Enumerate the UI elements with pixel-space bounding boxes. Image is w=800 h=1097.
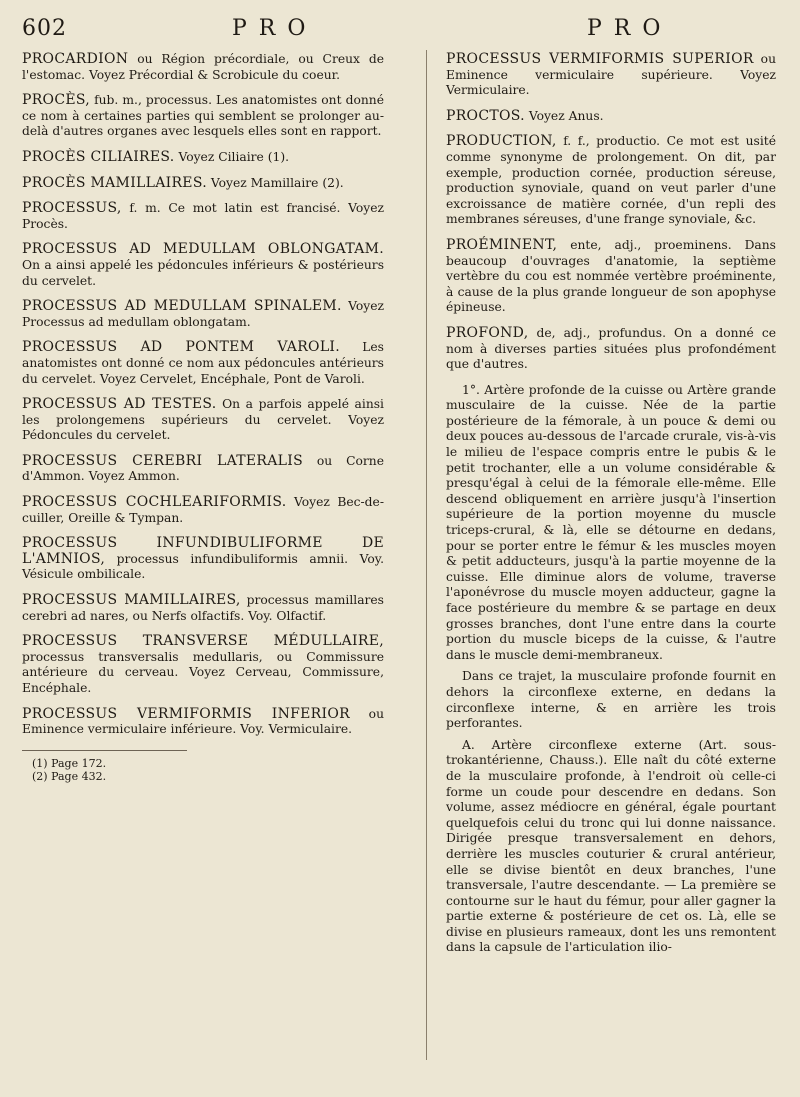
entry: PROCESSUS AD PONTEM VAROLI. Les anatomistes ont donné ce nom aux pédoncules antérieurs du cervelet. Voyez Cervelet, Encéphale, Pont de Varoli. <box>22 339 384 386</box>
entry: PROCESSUS TRANSVERSE MÉDULLAIRE, processus transversalis medullaris, ou Commissure antérieure du cerveau. Voyez Cerveau, Commissure, Encéphale. <box>22 633 384 695</box>
entry: PROCESSUS AD MEDULLAM OBLONGATAM. On a ainsi appelé les pédoncules inférieurs & postérieurs du cervelet. <box>22 241 384 288</box>
right-column <box>446 52 776 962</box>
running-header <box>22 6 770 40</box>
footnote: (2) Page 432. <box>32 769 107 783</box>
entry: PROFOND, de, adj., profundus. On a donné ce nom à diverses parties situées plus profondément que d'autres. <box>446 324 776 372</box>
entry: PROCÈS MAMILLAIRES. Voyez Mamillaire (2). <box>22 174 344 191</box>
entry: PROCARDION ou Région précordiale, ou Creux de l'estomac. Voyez Précordial & Scrobicule du coeur. <box>22 51 384 82</box>
entry: PROCESSUS, f. m. Ce mot latin est francisé. Voyez Procès. <box>22 200 384 231</box>
entry: PROCESSUS AD TESTES. On a parfois appelé ainsi les prolongemens supérieurs du cervelet. Voyez Pédoncules du cervelet. <box>22 396 384 443</box>
entry: PROCESSUS VERMIFORMIS INFERIOR ou Eminence vermiculaire inférieure. Voy. Vermiculaire. <box>22 705 384 737</box>
entry: PROCESSUS INFUNDIBULIFORME DE L'AMNIOS, processus infundibuliformis amnii. Voy. Vésicule ombilicale. <box>22 535 384 582</box>
entry: PROCESSUS VERMIFORMIS SUPERIOR ou Eminence vermiculaire supérieure. Voyez Vermiculaire. <box>446 51 777 98</box>
left-column <box>22 52 384 783</box>
entry: PROCÈS CILIAIRES. Voyez Ciliaire (1). <box>22 148 290 165</box>
entry: PROCESSUS MAMILLAIRES, processus mamillares cerebri ad nares, ou Nerfs olfactifs. Voy. Olfactif. <box>22 592 384 623</box>
page-number: 602 <box>22 16 67 41</box>
paragraph: 1°. Artère profonde de la cuisse ou Artère grande musculaire de la cuisse. Née de la partie postérieure de la fémorale, à un pouce & demi ou deux pouces au-dessous de l'arcade crurale, vis-à-vis le milieu de l'espace compris entre le pubis & le petit trochanter, elle a un volume considérable & presqu'égal à celui de la fémorale elle-même. Elle descend obliquement en arrière jusqu'à l'insertion supérieure de la portion moyenne du muscle triceps-crural, & là, elle se détourne en dedans, pour se porter entre le fémur & les muscles moyen & petit adducteurs, jusqu'à la partie moyenne de la cuisse. Elle diminue alors de volume, traverse l'aponévrose du muscle moyen adducteur, gagne la face postérieure du membre & se partage en deux grosses branches, dont l'une entre dans la courte portion du muscle biceps de la cuisse, & l'autre dans le muscle demi-membraneux. <box>446 382 777 662</box>
running-head-left: PRO <box>232 16 318 41</box>
entry: PROCTOS. Voyez Anus. <box>446 107 604 124</box>
entry: PROCESSUS CEREBRI LATERALIS ou Corne d'Ammon. Voyez Ammon. <box>22 452 384 484</box>
footnote-rule <box>22 750 187 751</box>
entry: PROÉMINENT, ente, adj., proeminens. Dans beaucoup d'ouvrages d'anatomie, la septième vertèbre du cou est nommée vertèbre proéminente, à cause de la plus grande longueur de son apophyse épineuse. <box>446 236 776 315</box>
footnote: (1) Page 172. <box>32 756 107 770</box>
entry: PROCÈS, fub. m., processus. Les anatomistes ont donné ce nom à certaines parties qui semblent se prolonger au-delà d'autres organes avec lesquels elles sont en rapport. <box>22 92 384 139</box>
column-divider <box>426 50 427 1060</box>
entry: PROCESSUS AD MEDULLAM SPINALEM. Voyez Processus ad medullam oblongatam. <box>22 298 384 329</box>
footnotes <box>22 757 384 783</box>
entry: PRODUCTION, f. f., productio. Ce mot est usité comme synonyme de prolongement. On dit, par exemple, production cornée, production séreuse, production synoviale, quand on veut parler d'une excroissance de matière cornée, d'un repli des membranes séreuses, d'une frange synoviale, &c. <box>446 133 776 227</box>
paragraph: Dans ce trajet, la musculaire profonde fournit en dehors la circonflexe externe, en dedans la circonflexe interne, & en arrière les trois perforantes. <box>446 669 776 731</box>
paragraph: A. Artère circonflexe externe (Art. sous-trokantérienne, Chauss.). Elle naît du côté externe de la musculaire profonde, à l'endroit où celle-ci forme un coude pour descendre en dedans. Son volume, assez médiocre en général, égale pourtant quelquefois celui du tronc qui lui donne naissance. Dirigée presque transversalement en dehors, derrière les muscles couturier & crural antérieur, elle se divise bientôt en deux branches, l'une transversale, l'autre descendante. — La première se contourne sur le haut du fémur, pour aller gagner la partie externe & postérieure de cet os. Là, elle se divise en plusieurs rameaux, dont les uns remontent dans la capsule de l'articulation ilio- <box>446 737 776 955</box>
entry: PROCESSUS COCHLEARIFORMIS. Voyez Bec-de-cuiller, Oreille & Tympan. <box>22 494 384 525</box>
running-head-right: PRO <box>587 16 673 41</box>
